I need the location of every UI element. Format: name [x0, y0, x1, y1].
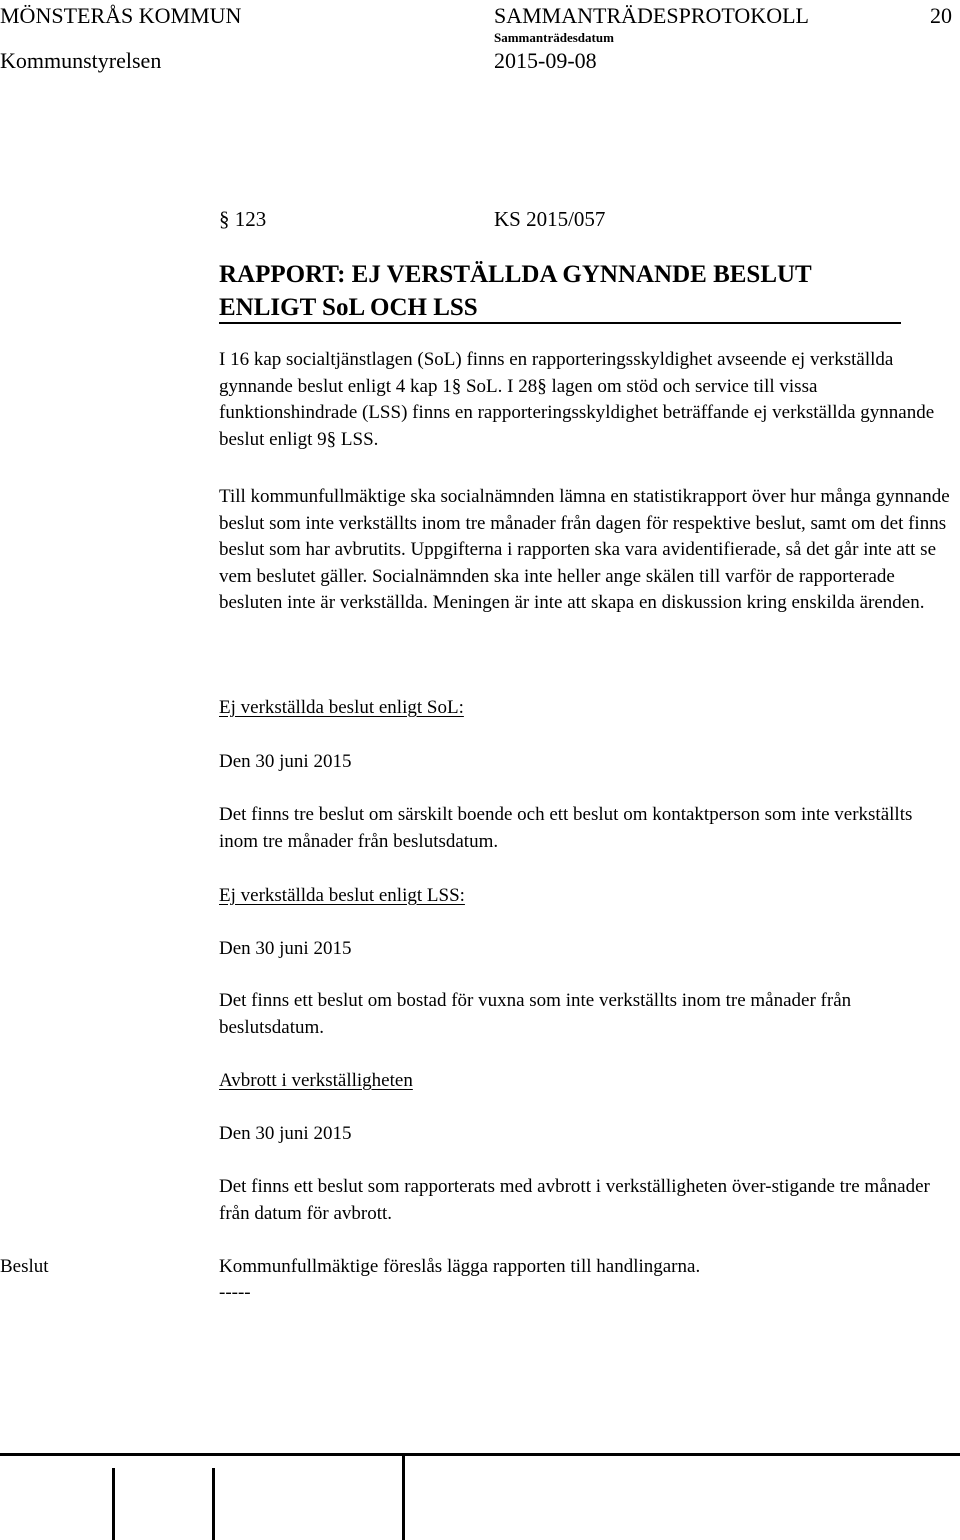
signature-box-divider-3: [402, 1456, 405, 1540]
decision-text: Kommunfullmäktige föreslås lägga rapporten till handlingarna.: [219, 1256, 701, 1277]
protocol-title: SAMMANTRÄDESPROTOKOLL: [494, 3, 809, 28]
municipality-name: MÖNSTERÅS KOMMUN: [0, 3, 242, 28]
meeting-date: 2015-09-08: [494, 48, 597, 73]
sol-text: Det finns tre beslut om särskilt boende och ett beslut om kontaktperson som inte verkställts inom tre månader från beslutsdatum.: [219, 804, 913, 852]
section-title-line2: ENLIGT SoL OCH LSS: [219, 294, 478, 321]
page-number: 20: [930, 3, 952, 28]
interruption-date: Den 30 juni 2015: [219, 1123, 352, 1144]
signature-box-divider-2: [212, 1468, 215, 1540]
report-paragraph: Till kommunfullmäktige ska socialnämnden lämna en statistikrapport över hur många gynnande beslut som inte verkställts inom tre månader från dagen för respektive beslut, samt om det finns beslut som har avbrutits. Uppgifterna i rapporten ska vara avidentifierade, så det går inte att se vem beslutet gäller. Socialnämnden ska inte heller ange skälen till varför de rapporterade besluten inte är verkställda. Meningen är inte att skapa en diskussion kring enskilda ärenden.: [219, 486, 950, 613]
section-title-line1: RAPPORT: EJ VERSTÄLLDA GYNNANDE BESLUT: [219, 261, 812, 288]
end-mark: -----: [219, 1282, 251, 1303]
decision-label: Beslut: [0, 1256, 49, 1277]
case-number: KS 2015/057: [494, 207, 606, 231]
signature-box-divider-1: [112, 1468, 115, 1540]
paragraph-number: § 123: [219, 207, 267, 231]
title-underline: [219, 322, 901, 324]
sol-heading: Ej verkställda beslut enligt SoL:: [219, 697, 464, 718]
signature-box-top-rule: [0, 1453, 960, 1456]
intro-paragraph: I 16 kap socialtjänstlagen (SoL) finns en rapporteringsskyldighet avseende ej verkställda gynnande beslut enligt 4 kap 1§ SoL. I 28§ lagen om stöd och service till vissa funktionshindrade (LSS) finns en rapporteringsskyldighet beträffande ej verkställda gynnande beslut enligt 9§ LSS.: [219, 349, 935, 450]
committee-name: Kommunstyrelsen: [0, 48, 162, 73]
meeting-date-label: Sammanträdesdatum: [494, 30, 614, 45]
lss-date: Den 30 juni 2015: [219, 938, 352, 959]
lss-text: Det finns ett beslut om bostad för vuxna som inte verkställts inom tre månader från beslutsdatum.: [219, 990, 852, 1038]
sol-date: Den 30 juni 2015: [219, 751, 352, 772]
lss-heading: Ej verkställda beslut enligt LSS:: [219, 885, 465, 906]
interruption-heading: Avbrott i verkställigheten: [219, 1070, 413, 1091]
interruption-text: Det finns ett beslut som rapporterats med avbrott i verkställigheten över-stigande tre månader från datum för avbrott.: [219, 1176, 930, 1224]
